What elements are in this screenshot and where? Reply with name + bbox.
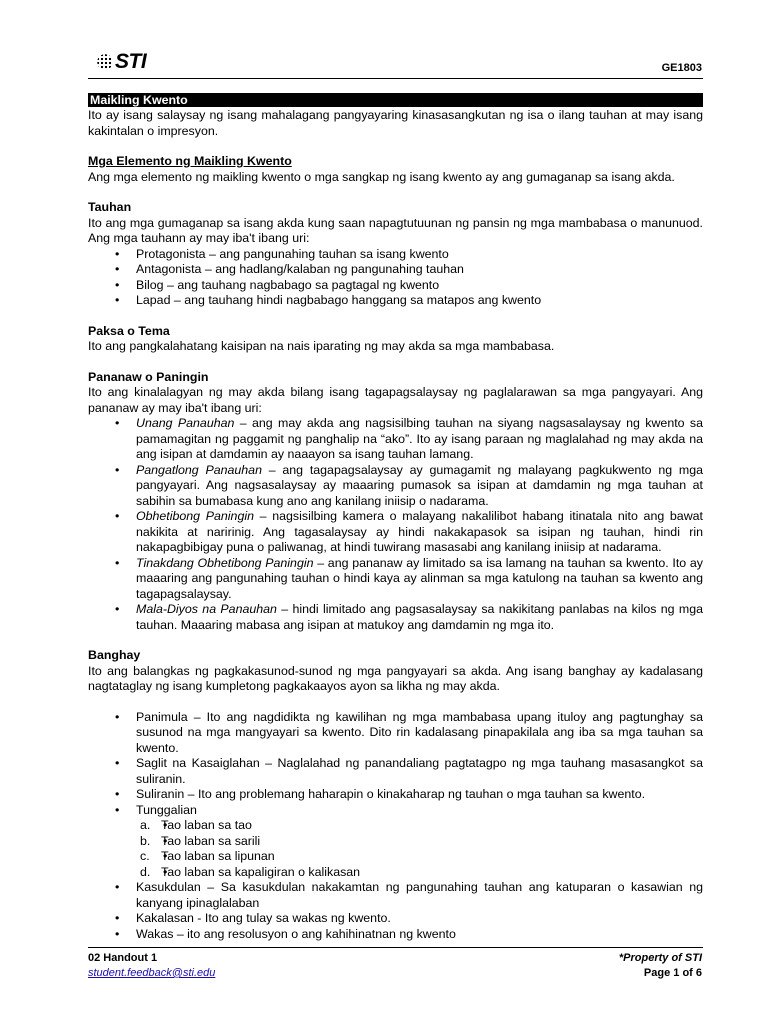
- list-item: [88, 509, 703, 556]
- elements-heading: Mga Elemento ng Maikling Kwento: [88, 154, 292, 168]
- list-item: • Lapad – ang tauhang hindi nagbabago hanggang sa matapos ang kwento: [88, 293, 703, 309]
- handout-label: 02 Handout 1: [88, 952, 158, 964]
- term: Unang Panauhan: [136, 416, 235, 430]
- list-item: • Kakalasan - Ito ang tulay sa wakas ng kwento.: [88, 911, 703, 927]
- term: Pangatlong Panauhan: [136, 462, 262, 477]
- pananaw-heading: Pananaw o Paningin: [88, 369, 209, 384]
- tunggalian-label: Tunggalian: [136, 802, 197, 817]
- list-item: • Bilog – ang tauhang nagbabago sa pagtagal ng kwento: [88, 278, 703, 294]
- paksa-heading: Paksa o Tema: [88, 323, 170, 338]
- tunggalian-sublist: [136, 818, 703, 880]
- sublist-item: • a. Tao laban sa tao: [136, 818, 703, 834]
- list-item: [88, 556, 703, 603]
- list-item: [88, 463, 703, 510]
- list-item: • Saglit na Kasaiglahan – Naglalahad ng panandaliang pagtatagpo ng mga tauhang masasangkot sa suliranin.: [88, 756, 703, 787]
- description: – ang may akda ang nagsisilbing tauhan na siyang nagsasalaysay ng kwento sa pamamagitan ng paggamit ng panghalip na “ako”. Ito ay isang paraan ng maglalahad ng may akda na ang isipan at damdamin ay naaayon sa isang tauhan lamang.: [136, 416, 703, 461]
- list-item: [88, 416, 703, 463]
- list-item: • Kasukdulan – Sa kasukdulan nakakamtan ng pangunahing tauhan ang katuparan o kasawian ng kanyang ipinaglalaban: [88, 880, 703, 911]
- paksa-paragraph: Ito ang pangkalahatang kaisipan na nais iparating ng may akda sa mga mambabasa.: [88, 339, 555, 353]
- term: Tinakdang Obhetibong Paningin: [136, 555, 314, 570]
- logo-text: STI: [115, 50, 147, 73]
- feedback-email-link[interactable]: student.feedback@sti.edu: [88, 967, 216, 979]
- footer-right: [619, 951, 702, 981]
- sublist-item: • b. Tao laban sa sarili: [136, 834, 703, 850]
- property-label: *Property of STI: [618, 952, 702, 964]
- term: Obhetibong Paningin: [136, 509, 254, 523]
- page-number: Page 1 of 6: [643, 967, 702, 979]
- description: – hindi limitado ang pagsasalaysay sa nakikitang panlabas na kilos ng mga tauhan. Maaaring mabasa ang isipan at matukoy ang damdamin ng mga ito.: [136, 602, 703, 632]
- list-item: • Wakas – ito ang resolusyon o ang kahihinatnan ng kwento: [88, 927, 703, 943]
- document-code: GE1803: [661, 62, 702, 74]
- description: – ang pananaw ay limitado sa isa lamang na tauhan sa kwento. Ito ay maaaring ang pangunahing tauhan o hindi kaya ay alinman sa mga katulong na tauhan sa kwento ang tagapagsalaysay.: [136, 555, 704, 601]
- elements-paragraph: Ang mga elemento ng maikling kwento o mga sangkap ng isang kwento ay ang gumaganap sa isang akda.: [88, 169, 675, 184]
- list-item: [88, 602, 703, 633]
- description: – ang tagapagsalaysay ay gumagamit ng malayang pagkukwento ng mga pangyayari. Ang nagsasalaysay ay maaaring pumasok sa isipan at damdamin ng mga tauhan at sabihin sa bumabasa kung ano ang kanilang iniisip o nadarama.: [136, 462, 703, 508]
- footer-left: [88, 951, 215, 981]
- sti-logo: [96, 48, 146, 76]
- tauhan-heading: Tauhan: [88, 200, 132, 214]
- intro-paragraph: Ito ay isang salaysay ng isang mahalagang pangyayaring kinasasangkutan ng isa o ilang tauhan at may isang kakintalan o impresyon.: [88, 108, 703, 138]
- sublist-item: • c. Tao laban sa lipunan: [136, 849, 703, 865]
- document-body: [88, 93, 703, 942]
- logo-dot-ring-icon: [96, 53, 114, 71]
- tauhan-list: [88, 247, 703, 309]
- tauhan-paragraph: Ito ang mga gumaganap sa isang akda kung saan napagtutuunan ng pansin ng mga mambabasa o manunuod. Ang mga tauhann ay may iba't ibang uri:: [88, 215, 703, 245]
- banghay-heading: Banghay: [88, 648, 141, 662]
- banghay-paragraph: Ito ang balangkas ng pagkakasunod-sunod ng mga pangyayari sa akda. Ang isang banghay ay kadalasang nagtataglay ng isang kumpletong pagkakaayos ayon sa likha ng may akda.: [88, 663, 703, 693]
- list-item: [88, 803, 703, 881]
- term: Mala-Diyos na Panauhan: [136, 602, 277, 616]
- description: – nagsisilbing kamera o malayang nakalilibot habang itinatala nito ang bawat nakikita at naririnig. Ang tagasalaysay ay hindi nakakapasok sa isipan ng tauhan, hindi rin nakapagbibigay puna o paliwanag, at hindi tuwirang masasabi ang kanilang iniisip at nadarama.: [136, 509, 703, 554]
- list-item: • Panimula – Ito ang nagdidikta ng kawilihan ng mga mambabasa upang ituloy ang pagtunghay sa susunod na mga mangyayari sa kwento. Dito rin kadalasang pinapakilala ang iba sa mga tauhan sa kwento.: [88, 710, 703, 757]
- list-item: • Protagonista – ang pangunahing tauhan sa isang kwento: [88, 247, 703, 263]
- pananaw-paragraph: Ito ang kinalalagyan ng may akda bilang isang tagapagsalaysay ng paglalarawan sa mga pangyayari. Ang pananaw ay may iba't ibang uri:: [88, 385, 703, 415]
- footer-rule: [88, 947, 703, 948]
- list-item: • Antagonista – ang hadlang/kalaban ng pangunahing tauhan: [88, 262, 703, 278]
- header-rule: [88, 78, 703, 79]
- pananaw-list: [88, 416, 703, 633]
- section-title-bar: Maikling Kwento: [88, 93, 703, 107]
- list-item: • Suliranin – Ito ang problemang haharapin o kinakaharap ng tauhan o mga tauhan sa kwento.: [88, 787, 703, 803]
- sublist-item: • d. Tao laban sa kapaligiran o kalikasan: [136, 865, 703, 881]
- banghay-list: [88, 710, 703, 943]
